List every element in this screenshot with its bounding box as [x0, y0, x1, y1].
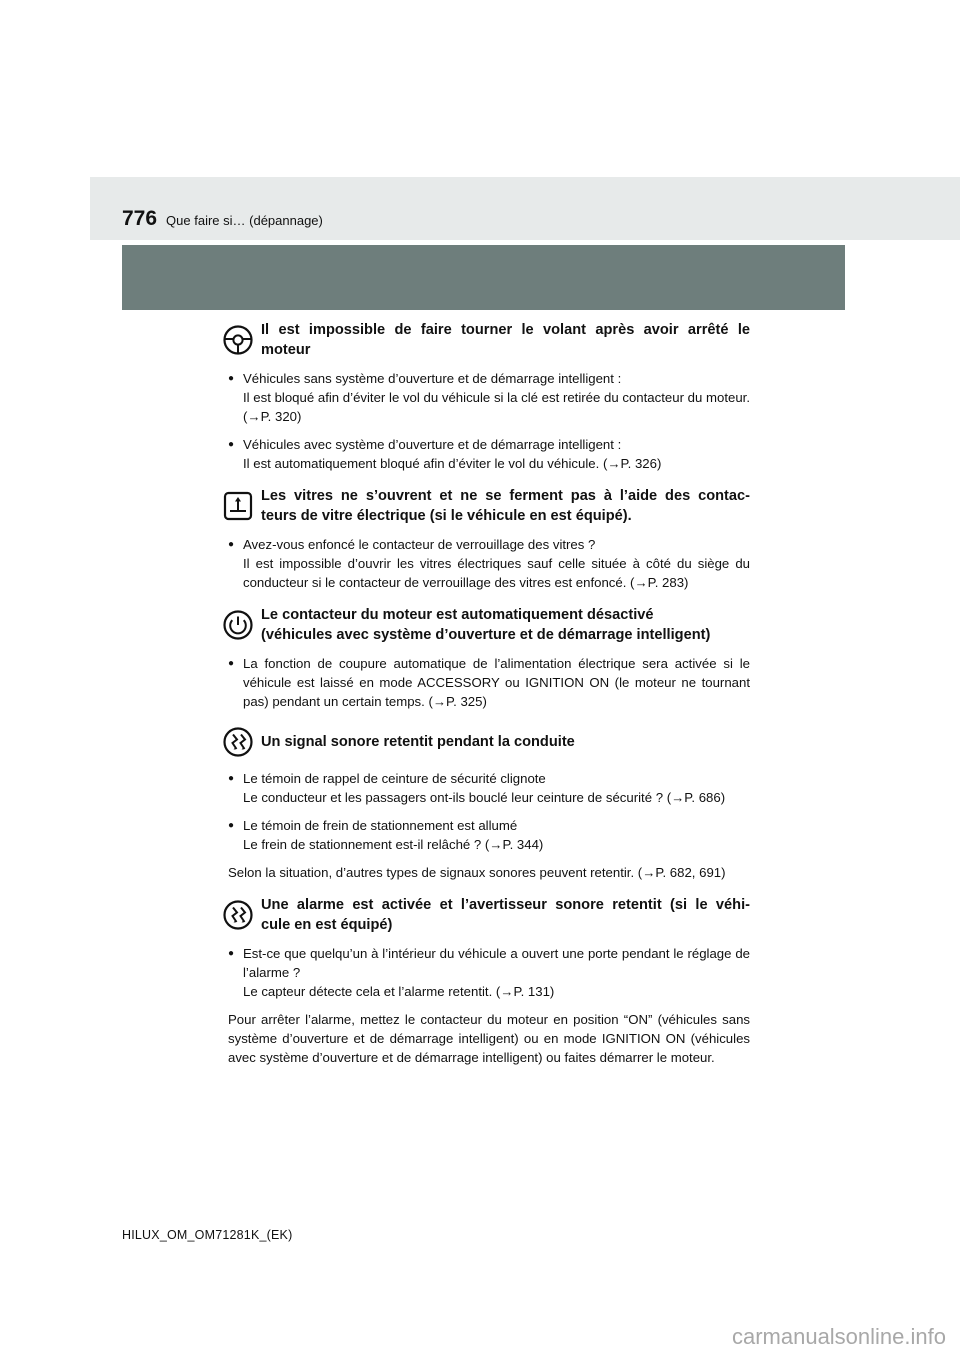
section-engine-switch: [220, 605, 750, 711]
watermark-text: carmanualsonline.info: [731, 1324, 946, 1349]
bullet-text: Le frein de stationnement est-il relâché ? (→P. 344): [243, 837, 544, 852]
bullet-text: Avez-vous enfoncé le contacteur de verrouillage des vitres ?: [243, 537, 596, 552]
section-note: Selon la situation, d’autres types de signaux sonores peuvent retentir. (→P. 682, 691): [228, 865, 726, 880]
bullet-item: [228, 435, 750, 473]
section-title-line: Un signal sonore retentit pendant la conduite: [261, 734, 575, 750]
bullet-icon: ●: [228, 439, 235, 450]
bullet-item: [228, 654, 750, 711]
bullet-text: Il est impossible d’ouvrir les vitres électriques sauf celle située à côté du siège du conducteur si le contacteur de verrouillage des vitres est enfoncé. (→P. 283): [243, 556, 750, 590]
section-heading: [220, 486, 750, 526]
section-heading: [220, 724, 750, 760]
bullet-icon: ●: [228, 773, 235, 784]
section-warning-buzzer: [220, 724, 750, 882]
section-title: [261, 895, 750, 935]
window-switch-icon: [220, 488, 256, 524]
bullet-text: Il est bloqué afin d’éviter le vol du véhicule si la clé est retirée du contacteur du moteur. (→P. 320): [243, 390, 750, 424]
section-title: [261, 486, 750, 526]
bullet-item: [228, 816, 750, 854]
steering-wheel-lock-icon: [220, 322, 256, 358]
section-alarm: [220, 895, 750, 1067]
section-window-switches: [220, 486, 750, 592]
bullet-text: La fonction de coupure automatique de l’alimentation électrique sera activée si le véhicule est laissé en mode ACCESSORY ou IGNITION ON (le moteur ne tournant pas) pendant un certain temps. (→P. 325): [243, 656, 750, 709]
page-header: [90, 177, 960, 240]
bullet-icon: ●: [228, 539, 235, 550]
bullet-text: Le témoin de frein de stationnement est allumé: [243, 818, 518, 833]
bullet-text: Il est automatiquement bloqué afin d’éviter le vol du véhicule. (→P. 326): [243, 456, 662, 471]
document-code: HILUX_OM_OM71281K_(EK): [122, 1228, 293, 1242]
section-title-line: Une alarme est activée et l’avertisseur sonore retentit (si le véhi-: [261, 897, 750, 913]
bullet-icon: ●: [228, 820, 235, 831]
section-steering-lock: [220, 320, 750, 473]
section-title-line: moteur: [261, 342, 311, 358]
section-heading: [220, 320, 750, 360]
bullet-item: [228, 535, 750, 592]
bullet-text: Véhicules avec système d’ouverture et de démarrage intelligent :: [243, 437, 622, 452]
bullet-item: [228, 944, 750, 1001]
bullet-icon: ●: [228, 373, 235, 384]
section-title-line: Les vitres ne s’ouvrent et ne se ferment pas à l’aide des contac-: [261, 488, 750, 504]
engine-stop-icon: [220, 607, 256, 643]
bullet-text: Le conducteur et les passagers ont-ils bouclé leur ceinture de sécurité ? (→P. 686): [243, 790, 726, 805]
section-heading: [220, 605, 750, 645]
section-title: [261, 605, 750, 645]
section-title-line: teurs de vitre électrique (si le véhicule en est équipé).: [261, 508, 632, 524]
bullet-text: Est-ce que quelqu’un à l’intérieur du véhicule a ouvert une porte pendant le réglage de l’alarme ?: [243, 946, 750, 980]
bullet-item: [228, 369, 750, 426]
bullet-icon: ●: [228, 658, 235, 669]
section-title-line: Il est impossible de faire tourner le volant après avoir arrêté le: [261, 322, 750, 338]
page-number: 776: [122, 207, 158, 230]
bullet-item: [228, 769, 750, 807]
section-title-line: Le contacteur du moteur est automatiquement désactivé: [261, 607, 654, 623]
bullet-text: Le témoin de rappel de ceinture de sécurité clignote: [243, 771, 546, 786]
section-heading: [220, 895, 750, 935]
bullet-text: Véhicules sans système d’ouverture et de démarrage intelligent :: [243, 371, 622, 386]
section-title-line: cule en est équipé): [261, 917, 393, 933]
section-note: Pour arrêter l’alarme, mettez le contacteur du moteur en position “ON” (véhicules sans système d’ouverture et de démarrage intelligent) ou en mode IGNITION ON (véhicules avec système d’ouverture et de démarrage intelligent) ou faites démarrer le moteur.: [228, 1012, 750, 1065]
page-content: [220, 320, 750, 1080]
section-divider-block: [122, 245, 845, 310]
alarm-icon: [220, 897, 256, 933]
section-title: [261, 732, 750, 752]
section-title-line: (véhicules avec système d’ouverture et de démarrage intelligent): [261, 627, 711, 643]
bullet-text: Le capteur détecte cela et l’alarme retentit. (→P. 131): [243, 984, 555, 999]
header-chapter-title: Que faire si… (dépannage): [166, 213, 323, 228]
section-title: [261, 320, 750, 360]
bullet-icon: ●: [228, 948, 235, 959]
chime-icon: [220, 724, 256, 760]
